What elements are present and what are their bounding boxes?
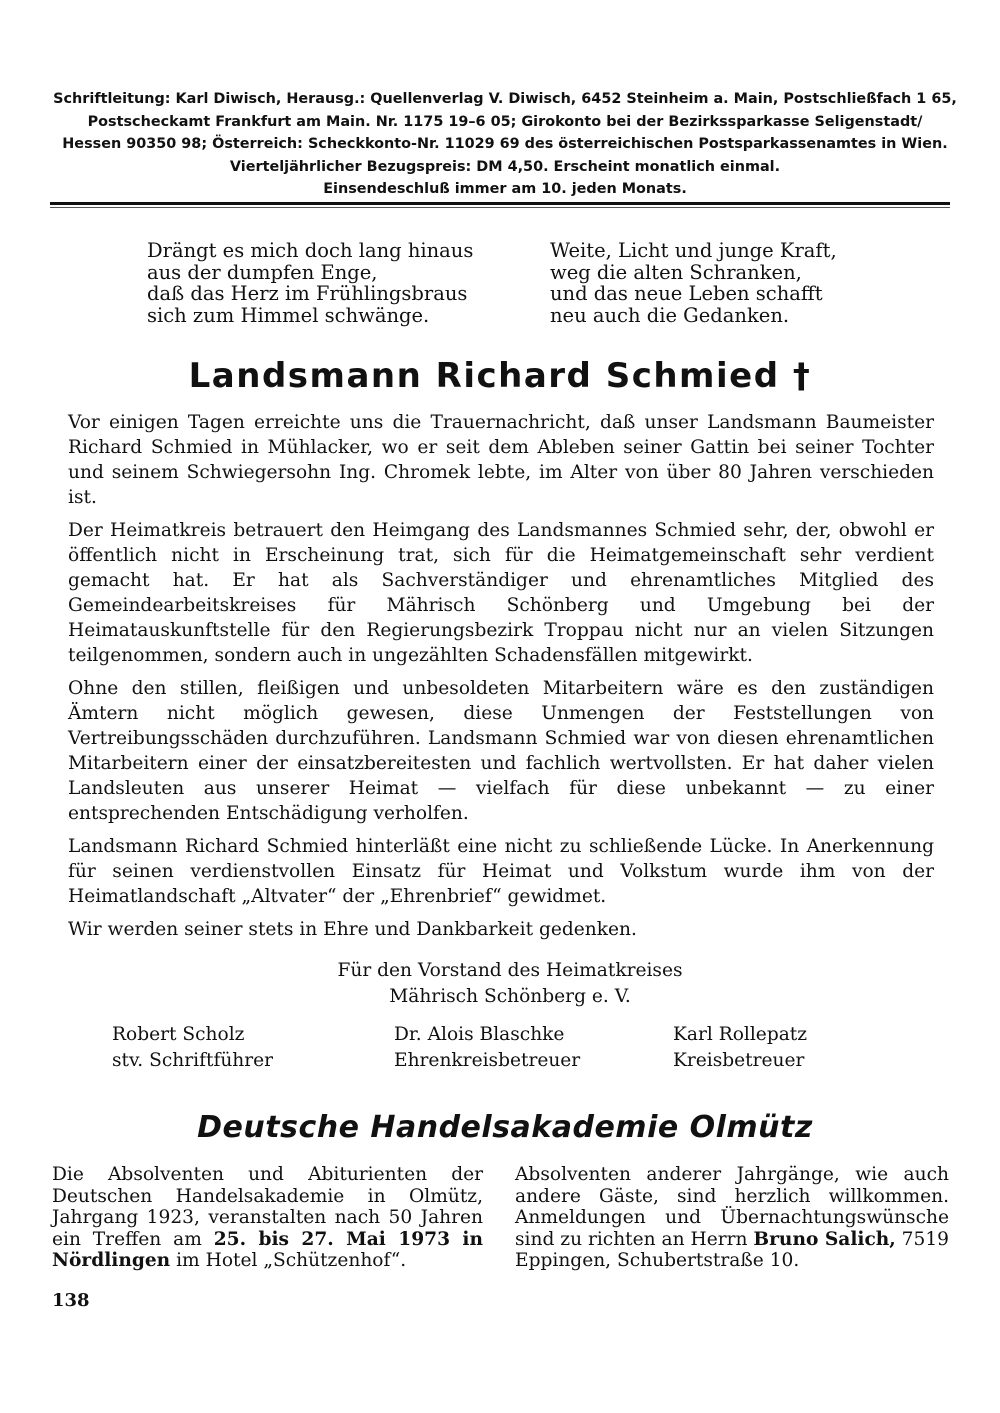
obituary-title: Landsmann Richard Schmied † [188,356,812,396]
poem-stanza-right [550,240,837,326]
masthead [40,88,970,201]
masthead-rule [50,202,950,205]
poem-line: und das neue Leben schafft [550,282,823,305]
obituary-paragraph: Landsmann Richard Schmied hinterläßt eine nicht zu schließende Lücke. In Anerkennung für seinen verdienstvollen Einsatz für Heimat und Volkstum wurde ihm von der Heimatlandschaft „Altvater“ der „Ehrenbrief“ gewidmet. [68,836,934,907]
signer-role: Ehrenkreisbetreuer [394,1050,581,1071]
signer-role: stv. Schriftführer [112,1050,274,1071]
signature-intro [200,958,820,1010]
obituary-paragraph: Vor einigen Tagen erreichte uns die Trauernachricht, daß unser Landsmann Baumeister Richard Schmied in Mühlacker, wo er seit dem Ableben seiner Gattin bei seiner Tochter und seinem Schwiegersohn Ing. Chromek lebte, im Alter von über 80 Jahren verschieden ist. [68,412,934,508]
signature-intro-line: Für den Vorstand des Heimatkreises [337,960,683,981]
poem-line: Weite, Licht und junge Kraft, [550,239,837,262]
poem-line: daß das Herz im Frühlingsbraus [147,282,468,305]
signer-name: Karl Rollepatz [673,1024,808,1045]
article-text: Die Absolventen und Abiturienten der Deutschen Handelsakademie in Olmütz, Jahrgang 1923, veranstalten nach 50 Jahren ein Treffen am [52,1164,483,1250]
signer [112,1022,273,1074]
poem-line: sich zum Himmel schwänge. [147,303,430,327]
signer [394,1022,580,1074]
masthead-line: Hessen 90350 98; Österreich: Scheckkonto-Nr. 11029 69 des österreichischen Postsparkassenamtes in Wien. [62,136,948,153]
event-date-location: 25. bis 27. Mai 1973 in Nördlingen [52,1228,484,1271]
signer-name: Dr. Alois Blaschke [394,1024,565,1045]
article-text: 7519 Eppingen, Schubertstraße 10. [515,1228,949,1271]
article-title: Deutsche Handelsakademie Olmütz [197,1110,813,1145]
poem-line: aus der dumpfen Enge, [147,260,378,284]
poem-line: Drängt es mich doch lang hinaus [147,239,474,262]
masthead-rule-thin [50,207,950,208]
article-column-left [52,1164,483,1272]
poem-line: neu auch die Gedanken. [550,303,790,327]
masthead-line: Vierteljährlicher Bezugspreis: DM 4,50. Erscheint monatlich einmal. [229,158,781,175]
signer [673,1022,807,1074]
contact-name: Bruno Salich, [753,1228,896,1250]
article-text: im Hotel „Schützenhof“. [170,1250,407,1271]
poem-stanza-left [147,240,473,326]
masthead-line: Postscheckamt Frankfurt am Main. Nr. 1175 19–6 05; Girokonto bei der Bezirkssparkasse Seligenstadt/ [87,113,923,130]
obituary-body [68,410,934,950]
obituary-paragraph: Ohne den stillen, fleißigen und unbesoldeten Mitarbeitern wäre es den zuständigen Ämtern nicht möglich gewesen, diese Unmengen der Feststellungen von Vertreibungsschäden durchzuführen. Landsmann Schmied war von diesen ehrenamtlichen Mitarbeitern einer der einsatzbereitesten und fachlich wertvollsten. Er hat daher vielen Landsleuten aus unserer Heimat — vielfach für diese unbekannt — zu einer entsprechenden Entschädigung verholfen. [68,678,934,824]
poem-line: weg die alten Schranken, [550,260,802,284]
article-column-right [515,1164,949,1272]
article-text: Absolventen anderer Jahrgänge, wie auch andere Gäste, sind herzlich willkommen. Anmeldungen und Übernachtungswünsche sind zu richten an Herrn [515,1164,949,1250]
signer-role: Kreisbetreuer [673,1050,805,1071]
signer-name: Robert Scholz [112,1024,245,1045]
masthead-line: Schriftleitung: Karl Diwisch, Herausg.: Quellenverlag V. Diwisch, 6452 Steinheim a. Main, Postschließfach 1 65, [53,91,957,107]
obituary-paragraph: Wir werden seiner stets in Ehre und Dankbarkeit gedenken. [68,919,637,940]
page-number: 138 [52,1290,90,1311]
obituary-paragraph: Der Heimatkreis betrauert den Heimgang des Landsmannes Schmied sehr, der, obwohl er öffentlich nicht in Erscheinung trat, sich für die Heimatgemeinschaft sehr verdient gemacht hat. Er hat als Sachverständiger und ehrenamtliches Mitglied des Gemeindearbeitskreises für Mährisch Schönberg und Umgebung bei der Heimatauskunftstelle für den Regierungsbezirk Troppau nicht nur an vielen Sitzungen teilgenommen, sondern auch in ungezählten Schadensfällen mitgewirkt. [68,520,934,666]
masthead-line: Einsendeschluß immer am 10. jeden Monats. [323,181,687,198]
signature-intro-line: Mährisch Schönberg e. V. [389,986,631,1007]
